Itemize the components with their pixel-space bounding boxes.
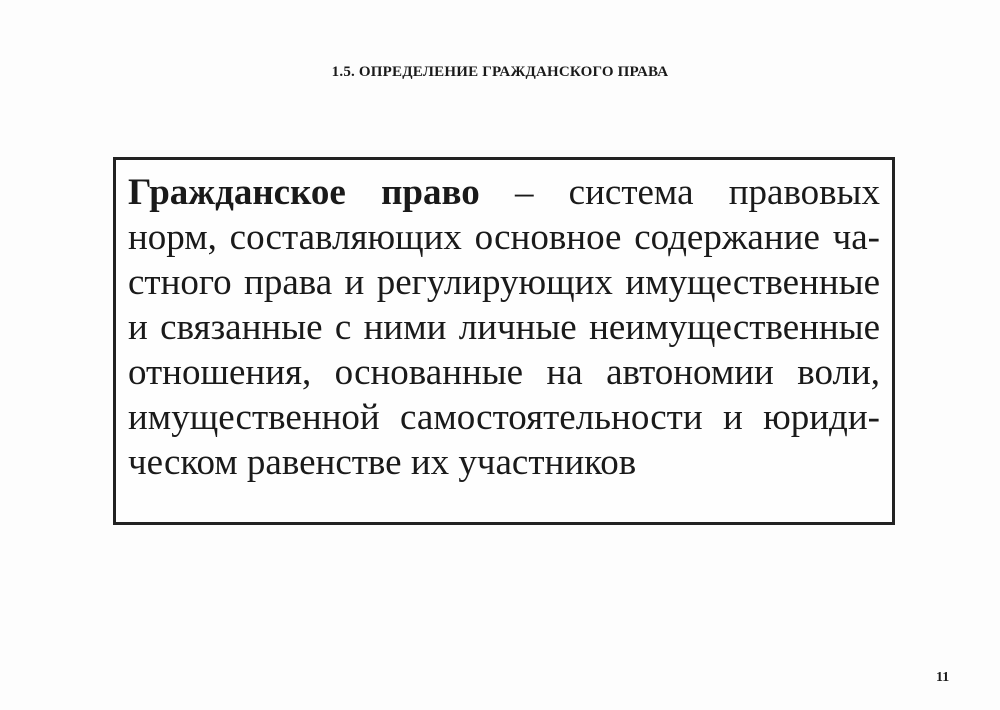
definition-line-4: и связанные с ними личные неимущественные [128,307,880,348]
definition-text [128,170,880,485]
defined-term: Гражданское право [128,172,480,213]
definition-line-1-rest: – система правовых [479,172,881,213]
definition-line-2: норм, составляющих основное содержание ча- [128,217,880,258]
definition-box [113,157,895,525]
section-title: 1.5. ОПРЕДЕЛЕНИЕ ГРАЖДАНСКОГО ПРАВА [331,64,669,80]
definition-line-6: имущественной самостоятельности и юриди- [128,397,880,438]
definition-line-3: стного права и регулирующих имущественные [128,262,880,303]
definition-line-1 [128,170,880,215]
page-number: 11 [936,670,950,685]
definition-line-5: отношения, основанные на автономии воли, [128,352,880,393]
definition-line-7: ческом равенстве их участников [128,442,637,483]
